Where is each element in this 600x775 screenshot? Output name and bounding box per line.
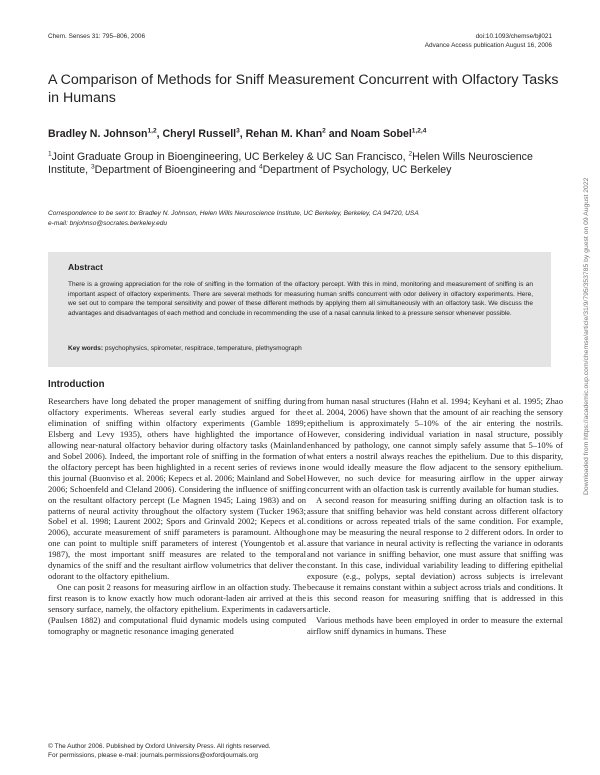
abstract-heading: Abstract bbox=[68, 262, 103, 272]
author-affiliation-mark: 1,2 bbox=[147, 127, 157, 135]
body-column-right bbox=[307, 396, 563, 637]
author-affiliation-mark: 1,2,4 bbox=[411, 127, 427, 135]
abstract-text: There is a growing appreciation for the role of sniffing in the formation of the olfactory percept. With this in mind, monitoring and measurement of sniffing is an important aspect of olfactory experiments. There are several methods for measuring human sniffs concurrent with odor delivery in olfactory experiments. Here, we set out to compare the temporal sensitivity and power of these different methods by applying them all simultaneously with an olfactory task. We discuss the advantages and disadvantages of each method and conclude in recommending the use of a nasal cannula linked to a pressure sensor whenever possible. bbox=[68, 281, 533, 317]
copyright-notice: © The Author 2006. Published by Oxford University Press. All rights reserved. bbox=[48, 743, 271, 750]
affiliation-mark: 1 bbox=[48, 150, 52, 158]
paragraph: Various methods have been employed in order to measure the external airflow sniff dynamics in humans. These bbox=[307, 615, 563, 637]
affiliation-mark: 2 bbox=[408, 150, 413, 158]
author: Bradley N. Johnson bbox=[48, 128, 148, 140]
author-separator: , bbox=[156, 128, 163, 140]
footer bbox=[48, 743, 271, 760]
permissions-notice: For permissions, please e-mail: journals.permissions@oxfordjournals.org bbox=[48, 751, 258, 759]
author-separator: and bbox=[325, 128, 351, 140]
author-list bbox=[48, 128, 426, 140]
author-affiliation-mark: 3 bbox=[236, 127, 240, 135]
affiliation: Department of Psychology, UC Berkeley bbox=[262, 164, 452, 176]
author: Cheryl Russell bbox=[162, 128, 237, 140]
advance-access: Advance Access publication August 16, 2006 bbox=[424, 41, 552, 49]
keywords-label: Key words: bbox=[68, 345, 104, 352]
affiliation: Helen Wills Neuroscience Institute, bbox=[48, 151, 533, 176]
correspondence-email[interactable]: e-mail: bnjohnso@socrates.berkeley.edu bbox=[48, 219, 168, 227]
body-column-left bbox=[48, 396, 306, 637]
correspondence-address: Correspondence to be sent to: Bradley N. Johnson, Helen Wills Neuroscience Institute, UC Berkeley, Berkeley, CA 94720, USA bbox=[48, 210, 419, 217]
doi: doi:10.1093/chemse/bjl021 bbox=[475, 33, 552, 40]
author-affiliation-mark: 2 bbox=[322, 127, 326, 135]
affiliation-mark: 3 bbox=[91, 163, 95, 171]
abstract-box bbox=[48, 252, 551, 367]
keywords bbox=[68, 345, 533, 352]
article-title: A Comparison of Methods for Sniff Measurement Concurrent with Olfactory Tasks in Humans bbox=[48, 72, 559, 106]
paragraph: from human nasal structures (Hahn et al. 1994; Keyhani et al. 1995; Zhao et al. 2004, 2006) have shown that the amount of air reaching the sensory epithelium is approximately 5–10% of the air entering the nostrils. However, considering individual variation in nasal structure, possibly enhanced by pathology, one cannot simply safely assume that 5–10% of what enters a nostril always reaches the epithelium. Due to this disparity, one would ideally measure the flow adjacent to the sensory epithelium. However, no such device for measuring airflow in the upper airway concurrent with an olfaction task is currently available for human studies. bbox=[307, 396, 563, 494]
affiliation: Joint Graduate Group in Bioengineering, UC Berkeley & UC San Francisco, bbox=[51, 151, 409, 163]
author: Noam Sobel bbox=[350, 128, 412, 140]
download-watermark: Downloaded from https://academic.oup.com/chemse/article/31/9/795/353785 by guest on 09 August 2022 bbox=[583, 177, 590, 495]
affiliation-mark: 4 bbox=[258, 163, 263, 171]
author: Rehan M. Khan bbox=[245, 128, 323, 140]
affiliation: Department of Bioengineering and bbox=[94, 164, 259, 176]
paragraph: A second reason for measuring sniffing during an olfaction task is to assure that sniffing behavior was held constant across different olfactory conditions or across repeated trials of the same condition. For example, one may be measuring the neural response to 2 different odors. In order to assure that variance in neural activity is reflecting the variance in odorants and not variance in sniffing behavior, one must assure that sniffing was constant. In this case, individual variability leading to differing epithelial exposure (e.g., polyps, septal deviation) across subjects is irrelevant because it remains constant within a subject across trials and conditions. It is this second reason for measuring sniffing that is addressed in this article. bbox=[307, 494, 563, 615]
affiliations bbox=[48, 151, 568, 177]
journal-citation: Chem. Senses 31: 795–806, 2006 bbox=[48, 33, 145, 40]
paragraph: One can posit 2 reasons for measuring airflow in an olfaction study. The first reason is to know exactly how much odorant-laden air arrived at the sensory surface, namely, the olfactory epithelium. Experiments in cadavers (Paulsen 1882) and computational fluid dynamic models using computed tomography or magnetic resonance imaging generated bbox=[48, 582, 306, 637]
introduction-heading: Introduction bbox=[48, 379, 105, 390]
correspondence bbox=[48, 209, 568, 228]
keywords-list: psychophysics, spirometer, respitrace, temperature, plethysmograph bbox=[103, 345, 302, 352]
author-separator: , bbox=[239, 128, 246, 140]
paragraph: Researchers have long debated the proper management of sniffing during olfactory experiments. Whereas several early studies argued for the elimination of sniffing within olfactory experiments (Gamble 1899; Elsberg and Levy 1935), others have highlighted the importance of allowing near-natural olfactory behavior during olfactory tasks (Mainland and Sobel 2006). Indeed, the important role of sniffing in the formation of the olfactory percept has been highlighted in a recent series of reviews in this journal (Buonviso et al. 2006; Kepecs et al. 2006; Mainland and Sobel 2006; Schoenfeld and Cleland 2006). Considering the influence of sniffing on the resultant olfactory percept (Le Magnen 1945; Laing 1983) and on patterns of neural activity throughout the olfactory system (Tucker 1963; Sobel et al. 1998; Laurent 2002; Spors and Grinvald 2002; Kepecs et al. 2006), accurate measurement of sniff parameters is paramount. Although one can point to multiple sniff parameters of interest (Youngentob et al. 1987), the most important sniff measures are related to the temporal dynamics of the sniff and the resultant airflow volumetrics that deliver the odorant to the olfactory epithelium. bbox=[48, 396, 306, 582]
